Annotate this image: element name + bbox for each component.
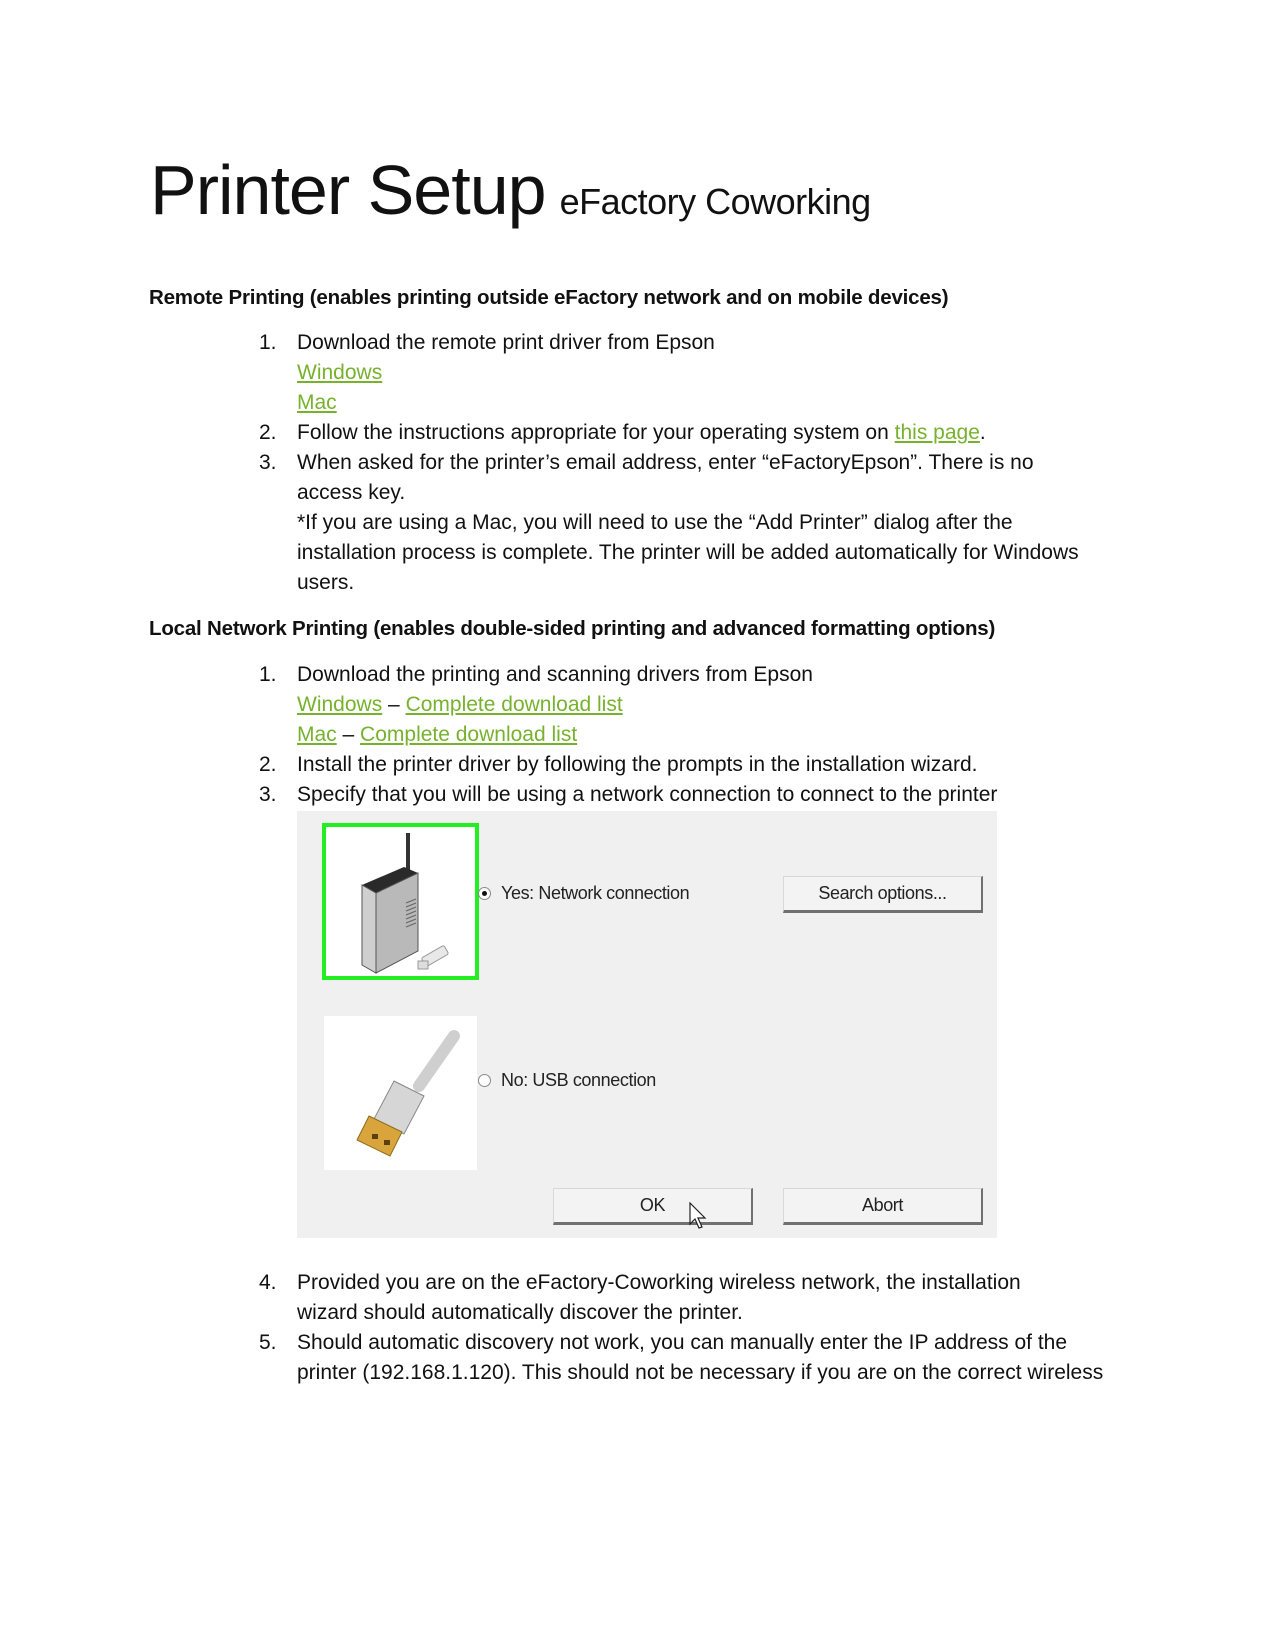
- step-text: Follow the instructions appropriate for your operating system on: [297, 421, 895, 444]
- step-number: 1.: [259, 663, 277, 686]
- title-main: Printer Setup: [150, 151, 546, 229]
- step-number: 4.: [259, 1271, 277, 1294]
- local-mac-link[interactable]: Mac: [297, 723, 337, 746]
- this-page-link[interactable]: this page: [894, 421, 980, 444]
- usb-cable-icon: [324, 1016, 477, 1170]
- mac-note-continued: installation process is complete. The printer will be added automatically for Windows: [297, 541, 1079, 564]
- mac-complete-list-link[interactable]: Complete download list: [360, 723, 578, 746]
- title-subtitle: eFactory Coworking: [559, 181, 871, 222]
- step-number: 3.: [259, 451, 277, 474]
- mac-download-row: [297, 720, 577, 750]
- step-number: 2.: [259, 753, 277, 776]
- step-text: Download the remote print driver from Epson: [297, 331, 715, 354]
- remote-mac-link[interactable]: Mac: [297, 391, 337, 414]
- search-options-button[interactable]: Search options...: [783, 876, 983, 913]
- connection-dialog-screenshot: [297, 811, 997, 1238]
- abort-button[interactable]: Abort: [783, 1188, 983, 1225]
- local-windows-link[interactable]: Windows: [297, 693, 383, 716]
- step-text: Install the printer driver by following the prompts in the installation wizard.: [297, 753, 978, 776]
- usb-radio[interactable]: [478, 1074, 491, 1087]
- step-text: Provided you are on the eFactory-Coworking wireless network, the installation: [297, 1271, 1021, 1294]
- network-option-label: Yes: Network connection: [501, 883, 690, 903]
- usb-connection-option[interactable]: [478, 1070, 656, 1091]
- step-number: 2.: [259, 421, 277, 444]
- usb-option-label: No: USB connection: [501, 1070, 656, 1090]
- step-text-continued: printer (192.168.1.120). This should not be necessary if you are on the correct wireless: [297, 1361, 1104, 1384]
- step-text-continued: wizard should automatically discover the printer.: [297, 1301, 743, 1324]
- step-text: Should automatic discovery not work, you can manually enter the IP address of the: [297, 1331, 1068, 1354]
- step-number: 3.: [259, 783, 277, 806]
- step-text-continued: access key.: [297, 481, 406, 504]
- network-radio[interactable]: [478, 887, 491, 900]
- network-router-image: [322, 823, 479, 980]
- remote-windows-link[interactable]: Windows: [297, 361, 383, 384]
- local-printing-heading: Local Network Printing (enables double-sided printing and advanced formatting options): [149, 617, 996, 640]
- windows-complete-list-link[interactable]: Complete download list: [405, 693, 623, 716]
- mouse-cursor-icon: [689, 1202, 709, 1230]
- windows-download-row: [297, 690, 623, 720]
- step-text: When asked for the printer’s email address, enter “eFactoryEpson”. There is no: [297, 451, 1034, 474]
- ok-button[interactable]: OK: [553, 1188, 753, 1225]
- step-number: 5.: [259, 1331, 277, 1354]
- separator: –: [336, 723, 361, 746]
- step-number: 1.: [259, 331, 277, 354]
- router-icon: [322, 823, 479, 980]
- usb-cable-image: [324, 1016, 477, 1170]
- step-text: Specify that you will be using a network connection to connect to the printer: [297, 783, 998, 806]
- remote-printing-heading: Remote Printing (enables printing outside eFactory network and on mobile devices): [149, 286, 949, 309]
- page-title: [150, 150, 871, 230]
- step-text: Download the printing and scanning drivers from Epson: [297, 663, 813, 686]
- period: .: [979, 421, 986, 444]
- network-connection-option[interactable]: [478, 883, 689, 904]
- separator: –: [382, 693, 406, 716]
- mac-note: *If you are using a Mac, you will need to use the “Add Printer” dialog after the: [297, 511, 1013, 534]
- mac-note-continued: users.: [297, 571, 355, 594]
